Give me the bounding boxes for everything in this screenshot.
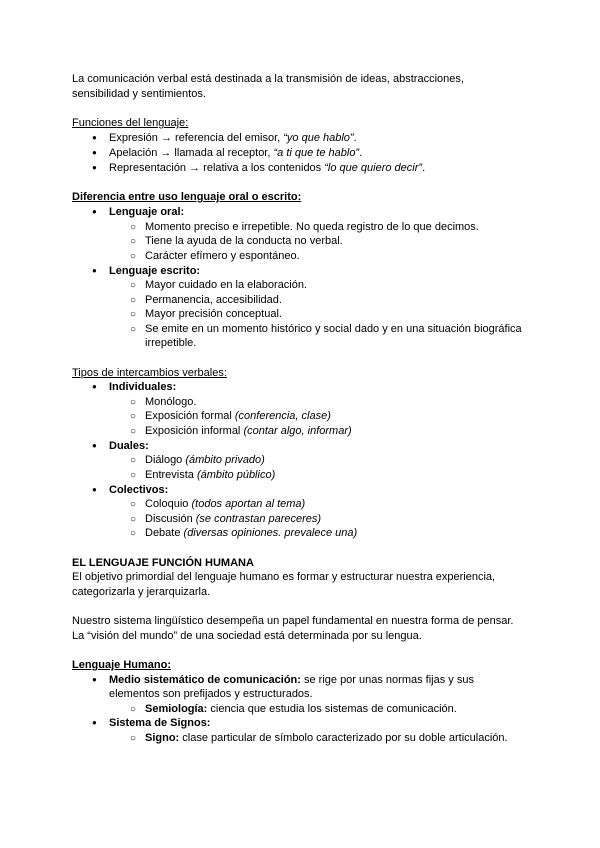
- lenguaje-humano-heading: Lenguaje Humano:: [72, 659, 172, 671]
- circle-bullet-icon: [130, 424, 136, 439]
- bullet-icon: [92, 673, 97, 688]
- funcion-humana-p1-line1: El objetivo primordial del lenguaje humano es formar y estructurar nuestra experiencia,: [72, 571, 496, 583]
- circle-bullet-icon: [130, 409, 136, 424]
- bullet-icon: [92, 380, 97, 395]
- circle-bullet-icon: [130, 526, 136, 541]
- bullet-icon: [92, 264, 97, 279]
- individuales-label: Individuales:: [109, 381, 177, 393]
- circle-bullet-icon: [130, 293, 136, 308]
- circle-bullet-icon: [130, 220, 136, 235]
- funciones-heading: Funciones del lenguaje:: [72, 117, 189, 129]
- escrito-item: Se emite en un momento histórico y social dado y en una situación biográfica: [145, 323, 522, 335]
- bullet-icon: [92, 439, 97, 454]
- bullet-icon: [92, 131, 97, 146]
- intro-line-2: sensibilidad y sentimientos.: [72, 88, 206, 100]
- medio-item: Medio sistemático de comunicación: se rige por unas normas fijas y sus: [109, 674, 474, 686]
- bullet-icon: [92, 483, 97, 498]
- funcion-item: Expresión → referencia del emisor, “yo que hablo”.: [109, 132, 357, 144]
- tipo-item: Diálogo (ámbito privado): [145, 454, 265, 466]
- tipo-item: Exposición informal (contar algo, informar): [145, 425, 352, 437]
- funcion-item: Apelación → llamada al receptor, “a ti que te hablo”.: [109, 147, 363, 159]
- circle-bullet-icon: [130, 307, 136, 322]
- circle-bullet-icon: [130, 395, 136, 410]
- medio-item-cont: elementos son prefijados y estructurados.: [109, 688, 313, 700]
- funcion-humana-p1-line2: categorizarla y jerarquizarla.: [72, 586, 211, 598]
- diferencia-heading: Diferencia entre uso lenguaje oral o escrito:: [72, 191, 302, 203]
- circle-bullet-icon: [130, 249, 136, 264]
- escrito-item: Mayor precisión conceptual.: [145, 308, 282, 320]
- bullet-icon: [92, 146, 97, 161]
- tipo-item: Coloquio (todos aportan al tema): [145, 498, 306, 510]
- escrito-item: Permanencia, accesibilidad.: [145, 294, 282, 306]
- tipo-item: Entrevista (ámbito público): [145, 469, 276, 481]
- oral-label: Lenguaje oral:: [109, 206, 185, 218]
- circle-bullet-icon: [130, 234, 136, 249]
- tipo-item: Exposición formal (conferencia, clase): [145, 410, 331, 422]
- oral-item: Carácter efímero y espontáneo.: [145, 250, 300, 262]
- funcion-humana-p2-line1: Nuestro sistema lingüístico desempeña un papel fundamental en nuestra forma de pensar.: [72, 615, 514, 627]
- tipos-heading: Tipos de intercambios verbales:: [72, 367, 227, 379]
- tipo-item: Debate (diversas opiniones. prevalece una): [145, 527, 358, 539]
- duales-label: Duales:: [109, 440, 149, 452]
- circle-bullet-icon: [130, 322, 136, 337]
- circle-bullet-icon: [130, 731, 136, 746]
- intro-line-1: La comunicación verbal está destinada a la transmisión de ideas, abstracciones,: [72, 73, 464, 85]
- escrito-item-cont: irrepetible.: [145, 337, 197, 349]
- tipo-item: Monólogo.: [145, 396, 197, 408]
- bullet-icon: [92, 161, 97, 176]
- funcion-humana-p2-line2: La “visión del mundo” de una sociedad está determinada por su lengua.: [72, 630, 422, 642]
- tipo-item: Discusión (se contrastan pareceres): [145, 513, 322, 525]
- colectivos-label: Colectivos:: [109, 484, 169, 496]
- circle-bullet-icon: [130, 512, 136, 527]
- bullet-icon: [92, 205, 97, 220]
- escrito-item: Mayor cuidado en la elaboración.: [145, 279, 308, 291]
- oral-item: Momento preciso e irrepetible. No queda registro de lo que decimos.: [145, 221, 479, 233]
- circle-bullet-icon: [130, 278, 136, 293]
- signo-item: Signo: clase particular de símbolo caracterizado por su doble articulación.: [145, 732, 508, 744]
- signos-label: Sistema de Signos:: [109, 717, 211, 729]
- circle-bullet-icon: [130, 702, 136, 717]
- oral-item: Tiene la ayuda de la conducta no verbal.: [145, 235, 343, 247]
- circle-bullet-icon: [130, 497, 136, 512]
- escrito-label: Lenguaje escrito:: [109, 265, 201, 277]
- funcion-humana-heading: EL LENGUAJE FUNCIÓN HUMANA: [72, 557, 254, 569]
- semiologia-item: Semiología: ciencia que estudia los sistemas de comunicación.: [145, 703, 457, 715]
- circle-bullet-icon: [130, 453, 136, 468]
- funcion-item: Representación → relativa a los contenidos “lo que quiero decir”.: [109, 162, 426, 174]
- circle-bullet-icon: [130, 468, 136, 483]
- bullet-icon: [92, 716, 97, 731]
